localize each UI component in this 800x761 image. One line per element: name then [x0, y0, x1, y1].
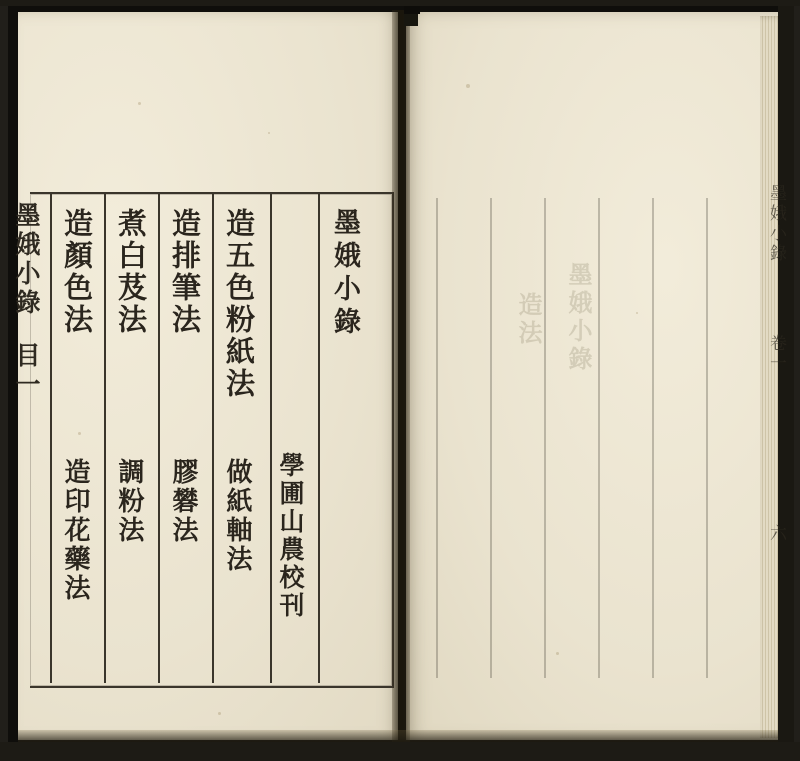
column-rule: [270, 193, 272, 683]
toc-entry-main-0: 造五色粉紙法: [222, 208, 256, 400]
toc-entry-main-1: 造排筆法: [168, 208, 202, 336]
open-book: [8, 4, 794, 749]
column-rule-faint: [436, 198, 438, 678]
binding-bottom-bar: [0, 742, 800, 761]
toc-entry-sub-0: 做紙軸法: [222, 458, 252, 574]
fore-edge-label: 墨娥小錄: [766, 184, 786, 264]
show-through-text: 墨娥小錄: [564, 262, 593, 374]
paper-speck: [268, 132, 270, 134]
paper-speck: [138, 102, 141, 105]
column-rule-faint: [544, 198, 546, 678]
book-title: 墨娥小錄: [329, 208, 360, 340]
paper-speck: [636, 312, 638, 314]
running-title-edge: 墨娥小錄: [12, 202, 41, 318]
column-rule: [104, 193, 106, 683]
column-rule: [318, 193, 320, 683]
fore-edge-label: 卷一: [766, 334, 786, 374]
right-page: [406, 12, 778, 740]
binding-top-bar: [0, 0, 800, 6]
column-rule: [212, 193, 214, 683]
column-rule-faint: [706, 198, 708, 678]
toc-entry-sub-2: 調粉法: [114, 458, 144, 545]
toc-entry-sub-3: 造印花藥法: [60, 458, 90, 603]
toc-entry-main-2: 煮白芨法: [114, 208, 148, 336]
column-rule-faint: [652, 198, 654, 678]
fore-edge-shadow: [778, 4, 794, 749]
volume-mark-edge: 目一: [12, 342, 41, 400]
book-gutter: [392, 10, 410, 742]
imprint-line: 學圃山農校刊: [276, 452, 305, 620]
column-rule-faint: [490, 198, 492, 678]
paper-speck: [556, 652, 559, 655]
left-page: [12, 12, 398, 740]
column-rule: [158, 193, 160, 683]
fore-edge-label: 六: [766, 524, 786, 544]
show-through-text: 造法: [514, 292, 543, 348]
paper-speck: [218, 712, 221, 715]
paper-speck: [466, 84, 470, 88]
toc-entry-main-3: 造顏色法: [60, 208, 94, 336]
column-rule-faint: [598, 198, 600, 678]
column-rule: [50, 193, 52, 683]
toc-entry-sub-1: 膠礬法: [168, 458, 198, 545]
